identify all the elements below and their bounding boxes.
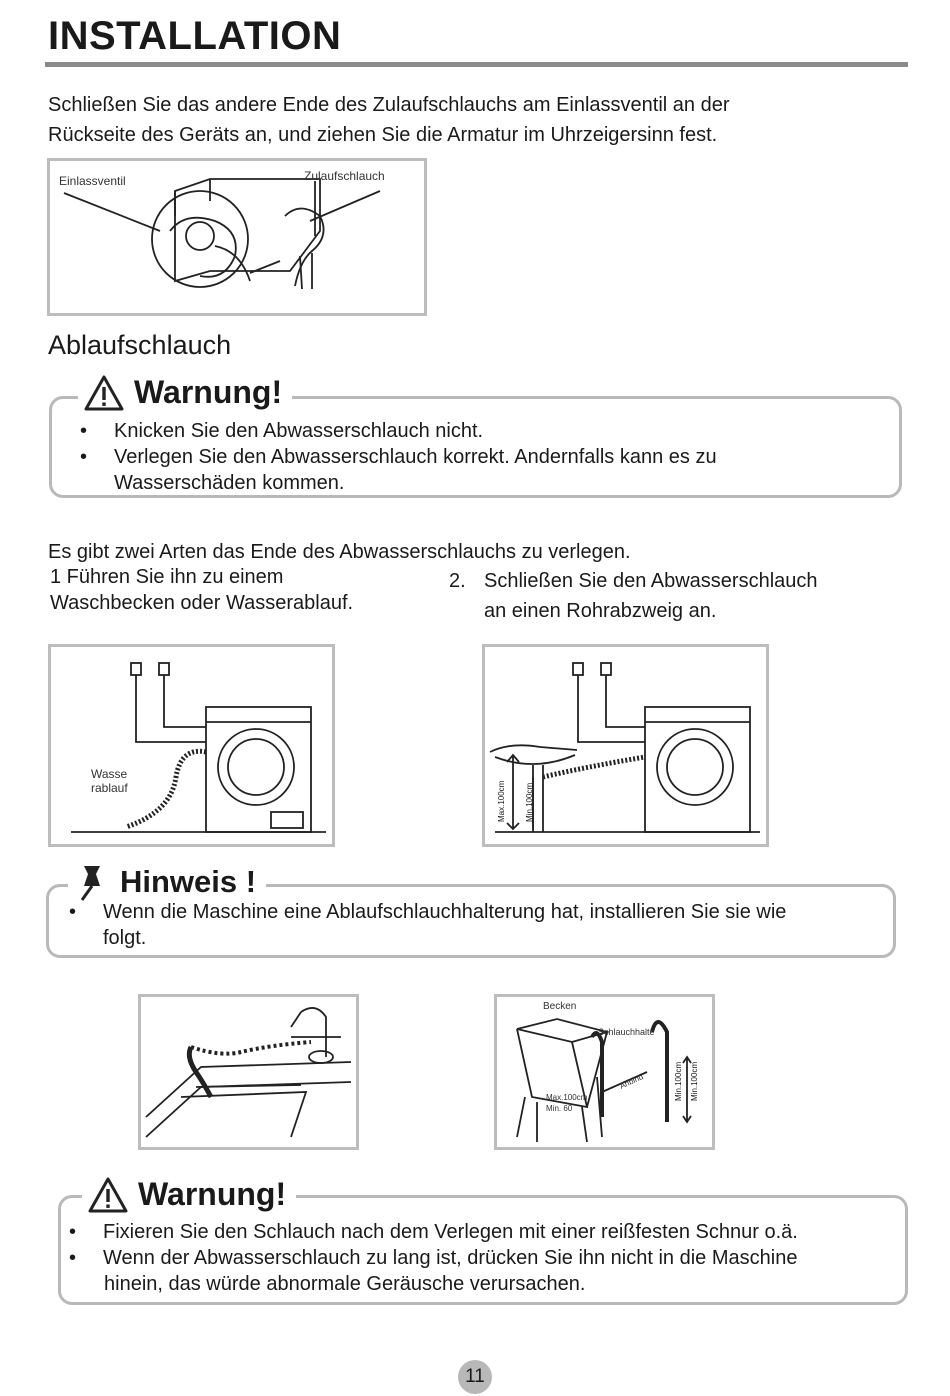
label-tie: Anbind (618, 1072, 645, 1091)
hint-item-1-continued: folgt. (103, 927, 147, 949)
title-divider (45, 62, 908, 67)
figure-inlet-connection (47, 158, 427, 316)
label-floor-drain-line-2: rablauf (91, 781, 128, 795)
drain-option-1-line-2: Waschbecken oder Wasserablauf. (50, 592, 354, 614)
intro-line-2: Rückseite des Geräts an, und ziehen Sie die Armatur im Uhrzeigersinn fest. (48, 124, 718, 146)
warning-2-item-2: • Wenn der Abwasserschlauch zu lang ist, drücken Sie ihn nicht in die Maschine (103, 1245, 798, 1271)
figure-hose-holder (494, 994, 715, 1150)
section-heading-drain-hose: Ablaufschlauch (48, 330, 232, 360)
warning-triangle-icon (84, 375, 124, 411)
floor-drain-illustration (51, 647, 332, 844)
warning-2-list (103, 1219, 798, 1271)
drain-option-1-line-1: 1 Führen Sie ihn zu einem (50, 566, 284, 588)
warning-triangle-icon (88, 1177, 128, 1213)
warning-1-item-2: • Verlegen Sie den Abwasserschlauch korrekt. Andernfalls kann es zu (114, 444, 717, 470)
drain-intro: Es gibt zwei Arten das Ende des Abwasserschlauchs zu verlegen. (48, 541, 631, 563)
label-min-height: Min.100cm (525, 782, 534, 822)
hint-title: Hinweis ! (120, 864, 257, 899)
hint-heading (68, 862, 266, 902)
warning-1-title: Warnung! (134, 374, 283, 410)
warning-2-title: Warnung! (138, 1176, 287, 1212)
label-basin: Becken (543, 1001, 577, 1012)
warning-2-item-2-continued: hinein, das würde abnormale Geräusche verursachen. (104, 1273, 586, 1295)
warning-1-item-1: • Knicken Sie den Abwasserschlauch nicht. (114, 418, 717, 444)
warning-2-item-1: • Fixieren Sie den Schlauch nach dem Verlegen mit einer reißfesten Schnur o.ä. (103, 1219, 798, 1245)
drain-option-2-line-1: Schließen Sie den Abwasserschlauch (484, 570, 818, 592)
label-min-height-1: Min.100cm (674, 1061, 683, 1101)
warning-2-heading (82, 1176, 296, 1213)
page-title: INSTALLATION (48, 14, 342, 58)
page-number: 11 (458, 1360, 492, 1394)
warning-1-item-2-continued: Wasserschäden kommen. (114, 472, 345, 494)
label-floor-drain-line-1: Wasse (91, 767, 128, 781)
drain-option-2 (484, 566, 818, 626)
label-min: Min. 60 (546, 1104, 573, 1113)
hint-item-1: • Wenn die Maschine eine Ablaufschlauchhalterung hat, installieren Sie sie wie (103, 899, 786, 925)
label-min-height-2: Min.100cm (690, 1061, 699, 1101)
drain-option-2-number: 2. (449, 570, 466, 592)
figure-drain-floor (48, 644, 335, 847)
label-floor-drain (91, 767, 128, 795)
drain-option-1 (50, 564, 353, 616)
pushpin-icon (74, 862, 110, 902)
warning-1-list (114, 418, 717, 470)
intro-line-1: Schließen Sie das andere Ende des Zulaufschlauchs am Einlassventil an der (48, 94, 730, 116)
intro-paragraph (48, 90, 730, 150)
label-inlet-hose: Zulaufschlauch (304, 169, 385, 183)
warning-1-heading (78, 374, 292, 411)
figure-sink-hose (138, 994, 359, 1150)
figure-drain-branch (482, 644, 769, 847)
label-max-height: Max.100cm (497, 780, 506, 822)
label-hose-holder: Schlauchhalte (598, 1027, 655, 1037)
sink-illustration (141, 997, 356, 1147)
label-max: Max.100cm (546, 1093, 588, 1102)
label-inlet-valve: Einlassventil (59, 174, 126, 188)
hint-list (103, 899, 786, 925)
drain-option-2-line-2: an einen Rohrabzweig an. (484, 600, 717, 622)
